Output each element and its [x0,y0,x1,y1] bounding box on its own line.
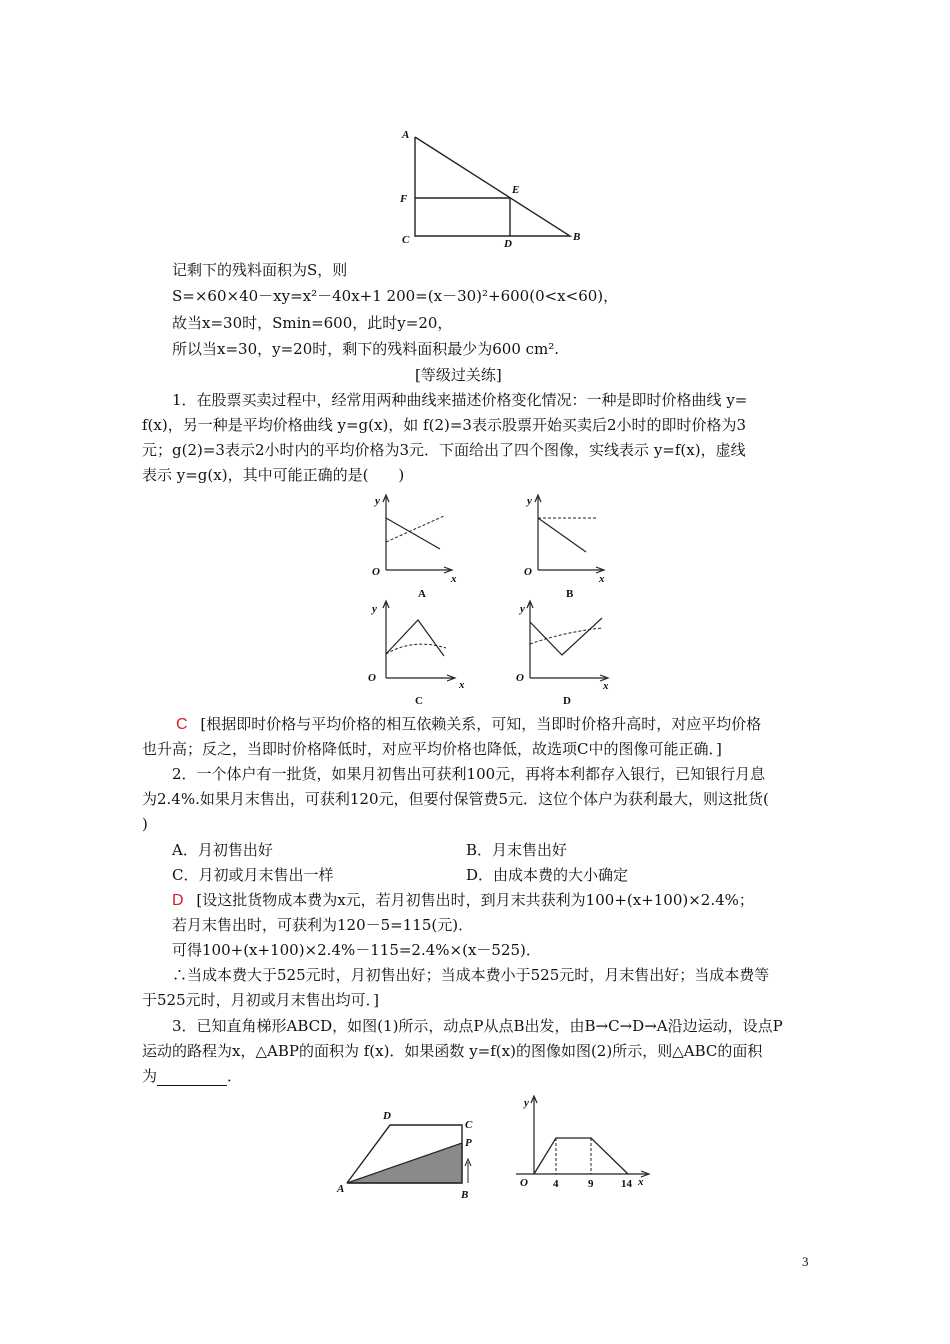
graph-C-x: x [459,679,465,691]
q2-option-B: B．月末售出好 [466,841,568,859]
answer-blank [157,1071,227,1086]
graph-D-label: D [563,695,571,707]
q3-line-1: 3．已知直角梯形ABCD，如图(1)所示，动点P从点B出发，由B→C→D→A沿边运动，设点P [172,1017,783,1035]
graph-B-x: x [599,573,605,585]
q1-line-1: 1．在股票买卖过程中，经常用两种曲线来描述价格变化情况：一种是即时价格曲线 y= [172,391,748,409]
label-D: D [504,238,512,250]
graph-A-x: x [451,573,457,585]
a1-letter: C [176,716,188,733]
trap-label-P: P [465,1137,472,1149]
label-B: B [573,231,581,243]
trap-label-C: C [465,1119,473,1131]
a1-text: [根据即时价格与平均价格的相互依赖关系，可知，当即时价格升高时，对应平均价格 [200,715,762,733]
q2-line-3: ) [142,815,148,833]
a2-text: [设这批货物成本费为x元，若月初售出时，到月末共获利为100+(x+100)×2.4%； [196,891,754,909]
graph-B-label: B [566,588,574,600]
fx-y-label: y [524,1097,529,1109]
trapezoid-figure [335,1108,485,1200]
graph-D-x: x [603,680,609,692]
a1-line-1 [176,714,761,735]
a1-line-2: 也升高；反之，当即时价格降低时，对应平均价格也降低，故选项C中的图像可能正确．] [142,740,722,758]
a2-line-2: 若月末售出时，可获利为120－5=115(元)． [172,916,474,934]
graph-C-y: y [372,603,377,615]
label-F: F [400,193,408,205]
graph-B-y: y [527,495,532,507]
trap-label-B: B [461,1189,469,1201]
fx-x-label: x [638,1176,644,1188]
fx-tick-14: 14 [621,1178,632,1190]
q3-line-2: 运动的路程为x，△ABP的面积为 f(x)．如果函数 y=f(x)的图像如图(2)所示，则△ABC的面积 [142,1042,763,1060]
fx-origin: O [520,1177,528,1189]
q2-line-2: 为2.4%.如果月末售出，可获利120元，但要付保管费5元．这位个体户为获利最大，则这批货( [142,790,769,808]
graph-B [520,492,610,602]
fx-tick-4: 4 [553,1178,559,1190]
sol-line-3: 故当x=30时，Smin=600，此时y=20， [172,314,453,332]
q3-line-3 [142,1066,242,1086]
graph-D-o: O [516,672,524,684]
graph-A-o: O [372,566,380,578]
a2-line-1 [172,890,754,911]
trap-label-A: A [337,1183,345,1195]
q3-end: ． [227,1067,243,1085]
graph-C-label: C [415,695,423,707]
q1-line-2: f(x)，另一种是平均价格曲线 y=g(x)，如 f(2)=3表示股票开始买卖后2小时的即时价格为3 [142,416,747,434]
graph-D-y: y [520,603,525,615]
q1-line-4: 表示 y=g(x)，其中可能正确的是( ) [142,466,405,484]
a2-line-4: ∴当成本费大于525元时，月初售出好；当成本费小于525元时，月末售出好；当成本费等 [172,966,770,984]
q2-option-D: D．由成本费的大小确定 [466,866,629,884]
q2-option-A: A．月初售出好 [172,841,273,859]
label-C: C [402,234,410,246]
triangle-figure [395,125,595,250]
trap-label-D: D [383,1110,391,1122]
a2-line-5: 于525元时，月初或月末售出均可．] [142,991,379,1009]
q2-line-1: 2．一个体户有一批货，如果月初售出可获利100元，再将本利都存入银行，已知银行月息 [172,765,766,783]
graph-A-y: y [375,495,380,507]
fx-graph-figure [512,1092,657,1190]
graph-C-o: O [368,672,376,684]
graph-B-o: O [524,566,532,578]
graph-A [368,492,458,602]
label-A: A [402,129,410,141]
graph-C [368,598,463,710]
sol-line-4: 所以当x=30，y=20时，剩下的残料面积最少为600 cm². [172,340,560,358]
fx-tick-9: 9 [588,1178,594,1190]
a2-line-3: 可得100+(x+100)×2.4%－115=2.4%×(x－525)． [172,941,541,959]
a2-letter: D [172,892,184,909]
graph-D [514,598,614,710]
sol-line-1: 记剩下的残料面积为S，则 [172,261,348,279]
page-number: 3 [802,1254,809,1269]
q3-line-3-text: 为 [142,1067,158,1085]
q1-line-3: 元；g(2)=3表示2小时内的平均价格为3元．下面给出了四个图像，实线表示 y=f(x)，虚线 [142,441,746,459]
label-E: E [512,184,520,196]
section-title: [等级过关练] [415,366,502,384]
graph-A-label: A [418,588,426,600]
sol-line-2: S=×60×40－xy=x²－40x+1 200=(x－30)²+600(0<x<60)， [172,287,619,305]
q2-option-C: C．月初或月末售出一样 [172,866,334,884]
